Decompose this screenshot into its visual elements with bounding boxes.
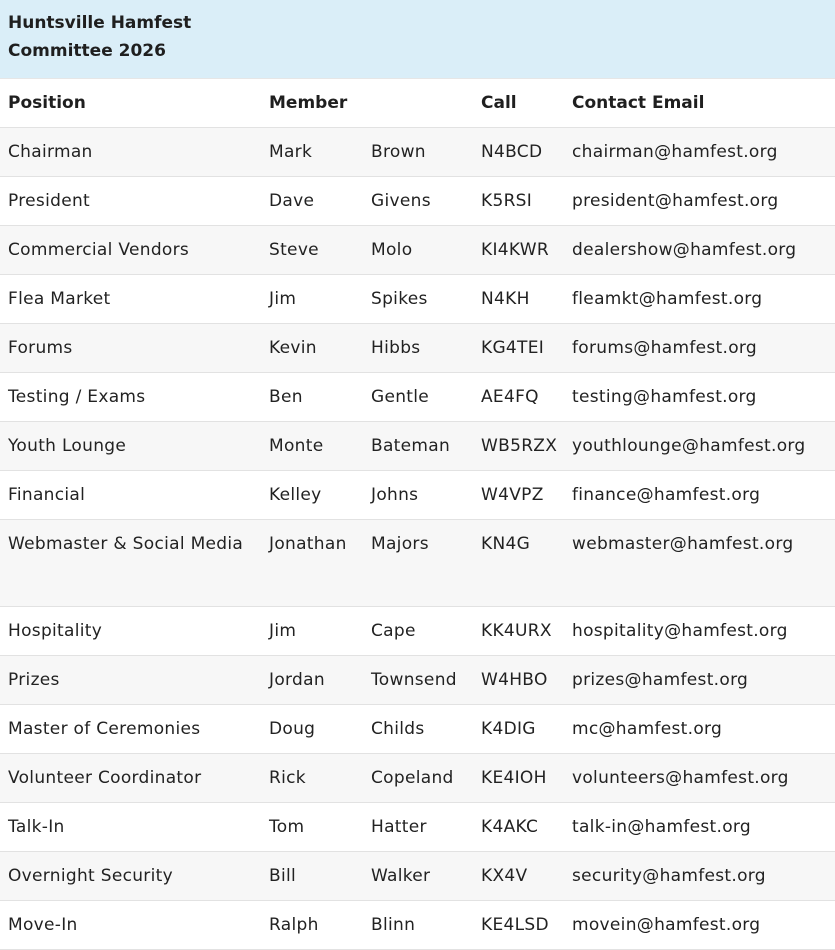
cell-first-name: Rick: [261, 754, 363, 803]
cell-email: president@hamfest.org: [564, 177, 835, 226]
cell-call: KE4IOH: [473, 754, 564, 803]
header-member: Member: [261, 79, 473, 128]
cell-call: KX4V: [473, 852, 564, 901]
cell-position: Commercial Vendors: [0, 226, 261, 275]
cell-first-name: Tom: [261, 803, 363, 852]
cell-first-name: Doug: [261, 705, 363, 754]
table-row: [0, 471, 835, 520]
header-contact-email: Contact Email: [564, 79, 835, 128]
table-row: [0, 422, 835, 471]
cell-first-name: Steve: [261, 226, 363, 275]
cell-position: President: [0, 177, 261, 226]
cell-call: K4DIG: [473, 705, 564, 754]
cell-position: Forums: [0, 324, 261, 373]
cell-call: WB5RZX: [473, 422, 564, 471]
cell-last-name: Hibbs: [363, 324, 473, 373]
cell-email: security@hamfest.org: [564, 852, 835, 901]
table-row: [0, 520, 835, 607]
table-row: [0, 705, 835, 754]
cell-email: finance@hamfest.org: [564, 471, 835, 520]
cell-position: Overnight Security: [0, 852, 261, 901]
table-row: [0, 901, 835, 950]
cell-first-name: Jim: [261, 607, 363, 656]
cell-call: KN4G: [473, 520, 564, 607]
table-row: [0, 275, 835, 324]
table-title-line2: Committee 2026: [8, 40, 166, 61]
cell-last-name: Brown: [363, 128, 473, 177]
cell-email: youthlounge@hamfest.org: [564, 422, 835, 471]
cell-first-name: Mark: [261, 128, 363, 177]
cell-first-name: Jonathan: [261, 520, 363, 607]
cell-position: Master of Ceremonies: [0, 705, 261, 754]
cell-email: movein@hamfest.org: [564, 901, 835, 950]
cell-last-name: Bateman: [363, 422, 473, 471]
cell-email: webmaster@hamfest.org: [564, 520, 835, 607]
cell-last-name: Copeland: [363, 754, 473, 803]
cell-email: mc@hamfest.org: [564, 705, 835, 754]
cell-first-name: Monte: [261, 422, 363, 471]
cell-email: forums@hamfest.org: [564, 324, 835, 373]
table-title-row: [0, 0, 835, 79]
table-body: [0, 128, 835, 950]
cell-last-name: Givens: [363, 177, 473, 226]
cell-last-name: Molo: [363, 226, 473, 275]
cell-first-name: Ben: [261, 373, 363, 422]
cell-call: N4KH: [473, 275, 564, 324]
cell-call: W4HBO: [473, 656, 564, 705]
table-title-line1: Huntsville Hamfest: [8, 12, 192, 33]
cell-position: Youth Lounge: [0, 422, 261, 471]
cell-call: K5RSI: [473, 177, 564, 226]
table-row: [0, 324, 835, 373]
cell-position: Webmaster & Social Media: [0, 520, 261, 607]
cell-email: dealershow@hamfest.org: [564, 226, 835, 275]
table-row: [0, 754, 835, 803]
table-row: [0, 226, 835, 275]
table-row: [0, 852, 835, 901]
cell-email: prizes@hamfest.org: [564, 656, 835, 705]
cell-last-name: Spikes: [363, 275, 473, 324]
cell-position: Financial: [0, 471, 261, 520]
cell-call: KK4URX: [473, 607, 564, 656]
cell-position: Talk-In: [0, 803, 261, 852]
header-position: Position: [0, 79, 261, 128]
cell-email: chairman@hamfest.org: [564, 128, 835, 177]
cell-position: Move-In: [0, 901, 261, 950]
table-row: [0, 373, 835, 422]
table-header-row: [0, 79, 835, 128]
cell-call: K4AKC: [473, 803, 564, 852]
cell-email: hospitality@hamfest.org: [564, 607, 835, 656]
cell-first-name: Kelley: [261, 471, 363, 520]
cell-last-name: Johns: [363, 471, 473, 520]
cell-last-name: Majors: [363, 520, 473, 607]
cell-position: Testing / Exams: [0, 373, 261, 422]
cell-first-name: Jordan: [261, 656, 363, 705]
cell-position: Chairman: [0, 128, 261, 177]
cell-last-name: Townsend: [363, 656, 473, 705]
cell-first-name: Ralph: [261, 901, 363, 950]
table-row: [0, 607, 835, 656]
table-title: [0, 0, 835, 79]
cell-email: talk-in@hamfest.org: [564, 803, 835, 852]
cell-last-name: Walker: [363, 852, 473, 901]
header-call: Call: [473, 79, 564, 128]
table-row: [0, 177, 835, 226]
cell-position: Prizes: [0, 656, 261, 705]
cell-first-name: Dave: [261, 177, 363, 226]
table-row: [0, 803, 835, 852]
cell-first-name: Jim: [261, 275, 363, 324]
cell-last-name: Gentle: [363, 373, 473, 422]
cell-last-name: Hatter: [363, 803, 473, 852]
cell-first-name: Kevin: [261, 324, 363, 373]
cell-call: AE4FQ: [473, 373, 564, 422]
table-row: [0, 128, 835, 177]
cell-call: KE4LSD: [473, 901, 564, 950]
cell-call: W4VPZ: [473, 471, 564, 520]
cell-email: testing@hamfest.org: [564, 373, 835, 422]
cell-position: Volunteer Coordinator: [0, 754, 261, 803]
cell-last-name: Childs: [363, 705, 473, 754]
cell-last-name: Blinn: [363, 901, 473, 950]
cell-email: fleamkt@hamfest.org: [564, 275, 835, 324]
cell-first-name: Bill: [261, 852, 363, 901]
table-row: [0, 656, 835, 705]
cell-call: N4BCD: [473, 128, 564, 177]
cell-position: Hospitality: [0, 607, 261, 656]
cell-call: KI4KWR: [473, 226, 564, 275]
cell-position: Flea Market: [0, 275, 261, 324]
cell-email: volunteers@hamfest.org: [564, 754, 835, 803]
cell-last-name: Cape: [363, 607, 473, 656]
cell-call: KG4TEI: [473, 324, 564, 373]
